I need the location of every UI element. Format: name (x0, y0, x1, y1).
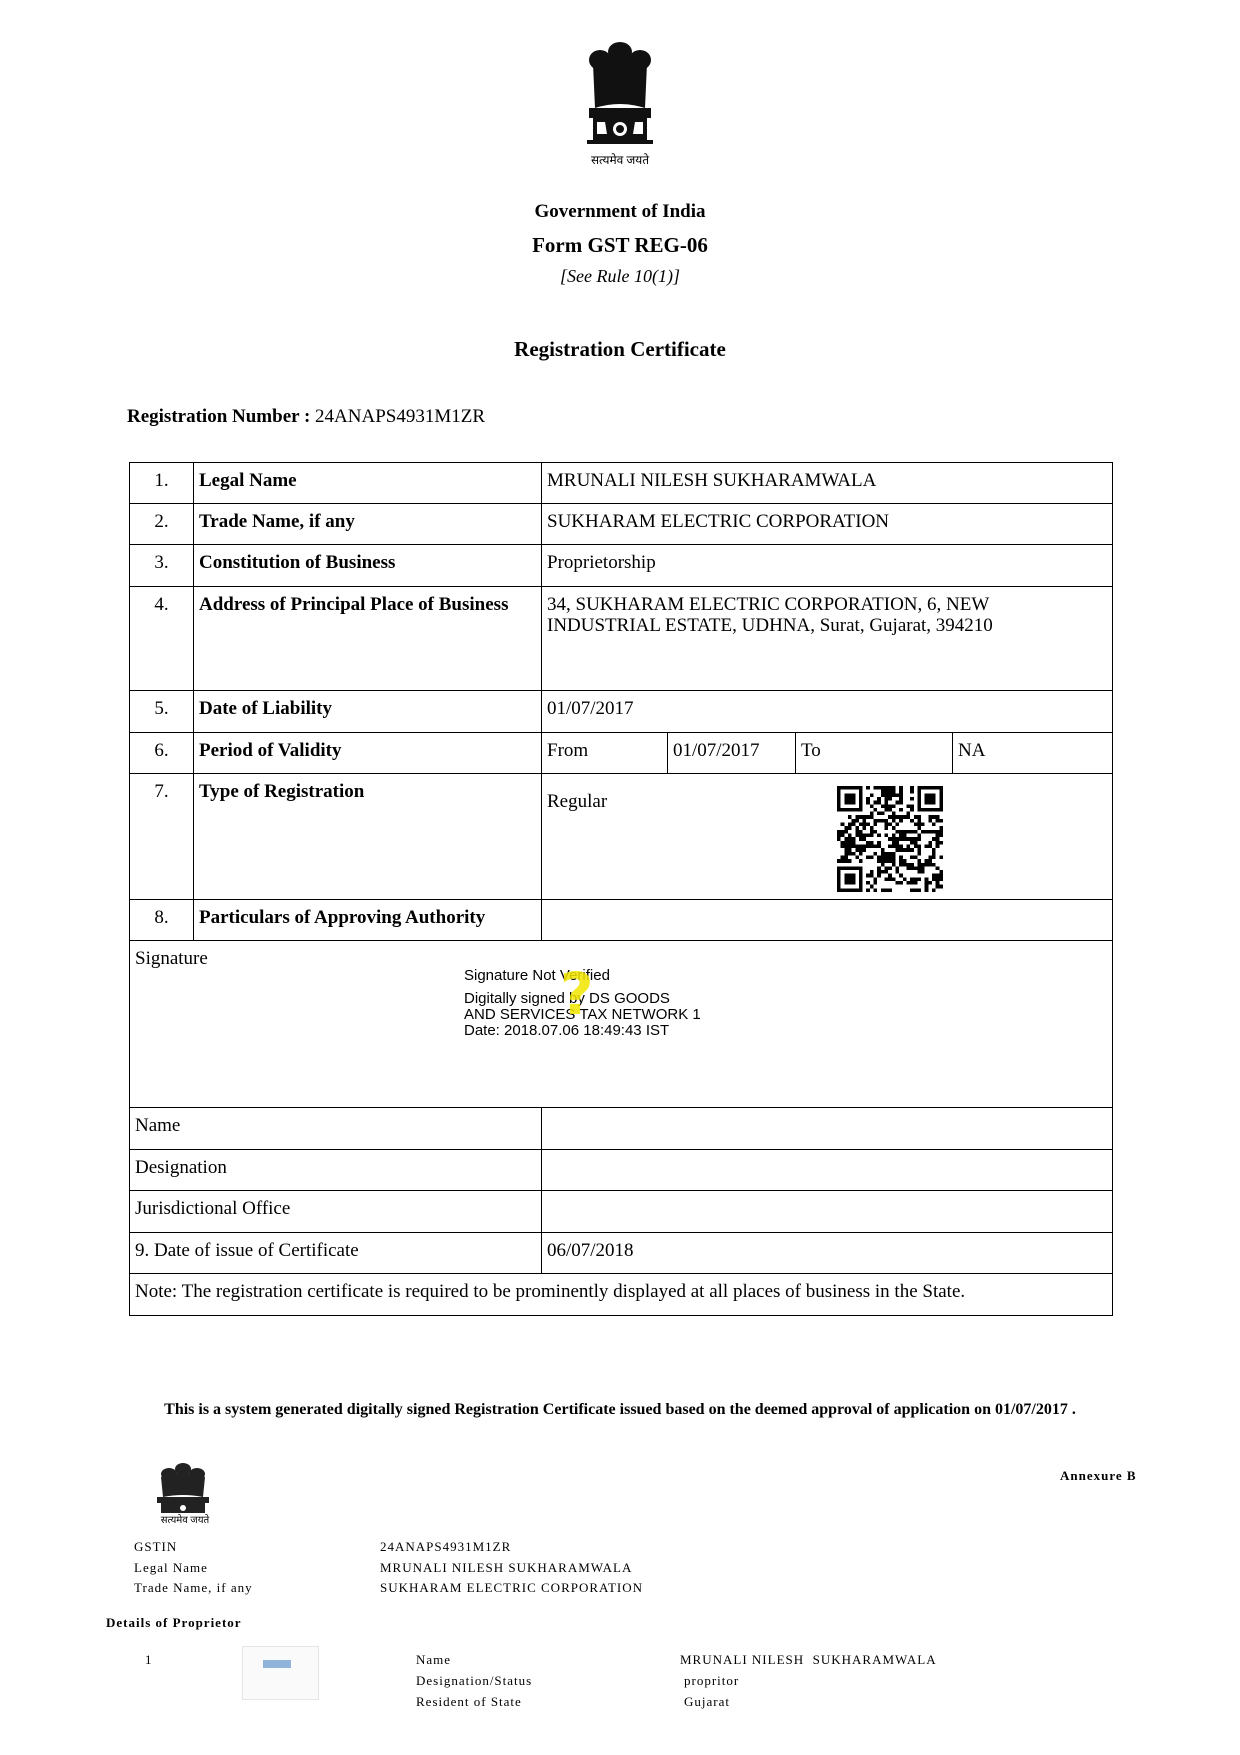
approving-authority-value (542, 900, 1113, 941)
liability-date-value: 01/07/2017 (542, 691, 1113, 733)
registration-table (129, 462, 1113, 1316)
jurisdictional-office-value (542, 1191, 1113, 1233)
emblem-motto: सत्यमेव जयते (590, 153, 650, 167)
proprietor-designation-value: propritor (684, 1673, 740, 1688)
registration-type-value: Regular (542, 774, 1113, 900)
registration-number-line (127, 406, 485, 428)
proprietor-name-value: MRUNALI NILESH SUKHARAMWALA (680, 1652, 937, 1667)
row-number: 2. (130, 504, 194, 545)
constitution-label: Constitution of Business (194, 545, 542, 587)
registration-number-label: Registration Number : (127, 406, 311, 427)
validity-to-value: NA (953, 733, 1113, 774)
registration-type-label: Type of Registration (194, 774, 542, 900)
table-row-approving-authority (130, 900, 1113, 941)
signature-label: Signature (130, 941, 1113, 1108)
designation-value (542, 1150, 1113, 1191)
national-emblem-small-icon (143, 1461, 223, 1517)
trade-name-value: SUKHARAM ELECTRIC CORPORATION (542, 504, 1113, 545)
annex-legal-name-label: Legal Name (134, 1560, 208, 1575)
authority-name-value (542, 1108, 1113, 1150)
proprietor-name-label: Name (416, 1652, 452, 1667)
address-label: Address of Principal Place of Business (194, 587, 542, 691)
photo-thumbnail (263, 1660, 291, 1668)
gstin-value: 24ANAPS4931M1ZR (380, 1539, 512, 1554)
row-number: 8. (130, 900, 194, 941)
proprietor-resident-value: Gujarat (684, 1694, 730, 1709)
table-row-period-of-validity (130, 733, 1113, 774)
qr-code-icon (837, 786, 943, 892)
validity-from-value: 01/07/2017 (668, 733, 796, 774)
signature-status: Signature Not Verified (464, 967, 610, 984)
row-number: 5. (130, 691, 194, 733)
validity-label: Period of Validity (194, 733, 542, 774)
display-note: Note: The registration certificate is required to be prominently displayed at all places of business in the State. (130, 1274, 1113, 1316)
validity-to-label: To (796, 733, 953, 774)
approving-authority-label: Particulars of Approving Authority (194, 900, 542, 941)
government-heading: Government of India (534, 201, 706, 222)
annexure-title: Annexure B (1060, 1468, 1137, 1483)
legal-name-value: MRUNALI NILESH SUKHARAMWALA (542, 463, 1113, 504)
signed-by-line-2: AND SERVICES TAX NETWORK 1 (464, 1006, 701, 1023)
table-row-authority-name (130, 1108, 1113, 1150)
table-row-designation (130, 1150, 1113, 1191)
table-row-jurisdictional-office (130, 1191, 1113, 1233)
unverified-question-icon: ? (560, 960, 594, 1028)
rule-reference: [See Rule 10(1)] (560, 266, 680, 286)
row-number: 6. (130, 733, 194, 774)
row-number: 1. (130, 463, 194, 504)
table-row-note (130, 1274, 1113, 1316)
table-row-date-of-liability (130, 691, 1113, 733)
proprietor-photo (242, 1646, 319, 1700)
signed-by-line: Digitally signed by DS GOODS (464, 990, 670, 1007)
annex-trade-name-value: SUKHARAM ELECTRIC CORPORATION (380, 1580, 644, 1595)
validity-from-label: From (542, 733, 668, 774)
liability-date-label: Date of Liability (194, 691, 542, 733)
legal-name-label: Legal Name (194, 463, 542, 504)
emblem-motto-small: सत्यमेव जयते (160, 1515, 210, 1526)
proprietor-resident-label: Resident of State (416, 1694, 522, 1709)
constitution-value: Proprietorship (542, 545, 1113, 587)
registration-number-value: 24ANAPS4931M1ZR (315, 406, 486, 427)
annex-trade-name-label: Trade Name, if any (134, 1580, 253, 1595)
row-number: 7. (130, 774, 194, 900)
gstin-label: GSTIN (134, 1539, 178, 1554)
row-number: 3. (130, 545, 194, 587)
authority-name-label: Name (130, 1108, 542, 1150)
signature-date: Date: 2018.07.06 18:49:43 IST (464, 1022, 670, 1039)
designation-label: Designation (130, 1150, 542, 1191)
table-row-trade-name (130, 504, 1113, 545)
table-row-constitution (130, 545, 1113, 587)
trade-name-label: Trade Name, if any (194, 504, 542, 545)
proprietor-designation-label: Designation/Status (416, 1673, 533, 1688)
issue-date-label: 9. Date of issue of Certificate (130, 1233, 542, 1274)
proprietor-details-heading: Details of Proprietor (106, 1615, 242, 1630)
table-row-address (130, 587, 1113, 691)
certificate-title: Registration Certificate (514, 337, 726, 361)
issue-date-value: 06/07/2018 (542, 1233, 1113, 1274)
row-number: 4. (130, 587, 194, 691)
system-generated-note: This is a system generated digitally signed Registration Certificate issued based on the deemed approval of application on 01/07/2017 . (164, 1401, 1076, 1418)
table-row-issue-date (130, 1233, 1113, 1274)
form-title: Form GST REG-06 (532, 233, 708, 257)
table-row-type-of-registration (130, 774, 1113, 900)
table-row-legal-name (130, 463, 1113, 504)
annex-legal-name-value: MRUNALI NILESH SUKHARAMWALA (380, 1560, 633, 1575)
address-value: 34, SUKHARAM ELECTRIC CORPORATION, 6, NEW INDUSTRIAL ESTATE, UDHNA, Surat, Gujarat, 394210 (542, 587, 1113, 691)
jurisdictional-office-label: Jurisdictional Office (130, 1191, 542, 1233)
proprietor-number: 1 (145, 1652, 153, 1667)
